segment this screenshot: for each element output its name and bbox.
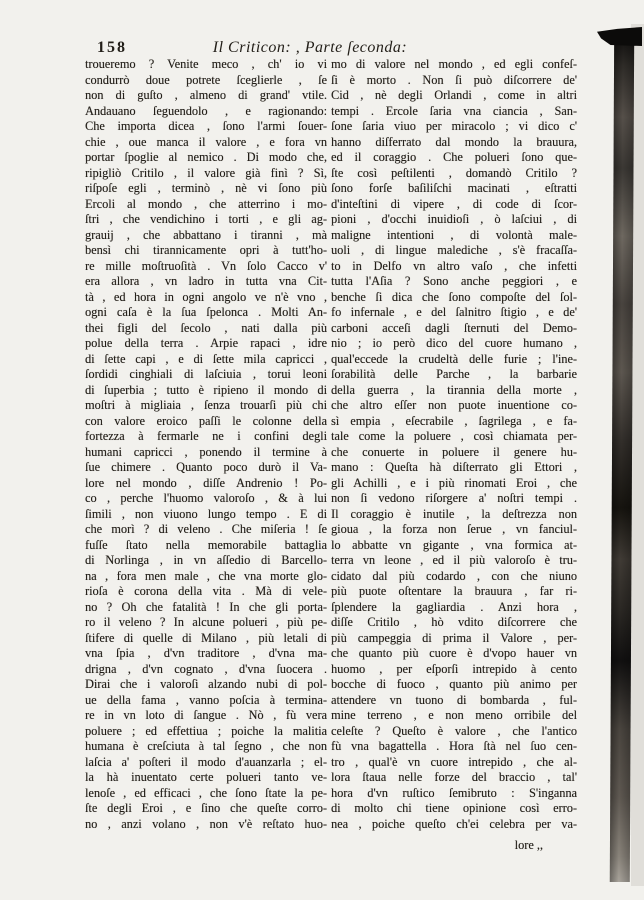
text-line: che morì ? di veleno . Che miſeria ! ſe xyxy=(85,522,327,536)
text-line: grauij , che abbattano i tiranni , mà xyxy=(85,227,327,242)
text-line: fù vna bagattella . Hora ſtà nel ſuo cen- xyxy=(331,739,577,753)
text-line: carboni acceſi dagli ſternuti del Demo- xyxy=(331,320,577,335)
text-line: ſtifere di quelle di Milano , più letali di xyxy=(85,630,327,645)
text-line: di molto chi tiene opinione così erro- xyxy=(331,801,577,815)
text-line: re in vn loto di ſangue . Nò , fù vera xyxy=(85,708,327,722)
text-line: Che importa dicea , ſono l'armi ſouer- xyxy=(85,119,327,133)
text-line: gioua , la forza non ſerue , vn fanciul- xyxy=(331,522,577,536)
text-line: troueremo ? Venite meco , ch' io vi xyxy=(85,57,327,71)
text-line: diſſe Critilo , hò vdito diſcorrere che xyxy=(331,615,577,629)
text-line: fortezza à fermarle ne i confini degli xyxy=(85,429,327,443)
text-line: fuſſe ſtato nella memorabile battaglia xyxy=(85,537,327,552)
text-line: ſono forſe baſiliſchi macinati , eſtratti xyxy=(331,181,577,195)
text-line: bensì chi tirannicamente opri à tutt'ho- xyxy=(85,243,327,257)
text-line: ro il veleno ? In alcune polueri , più pe- xyxy=(85,615,327,629)
text-line: poluere ; ed effettiua ; poiche la malitia xyxy=(85,723,327,738)
text-line: della guerra , la tirannia della morte , xyxy=(331,382,577,397)
text-line: no , anzi volano , non v'è reſtato huo- xyxy=(85,816,327,831)
text-line: più campeggia di prima il Valore , per- xyxy=(331,630,577,645)
text-line: lenoſe , ed efficaci , che ſono ſtate la pe- xyxy=(85,785,327,800)
text-line: chie , oue manca il valore , e fora vn xyxy=(85,134,327,149)
text-line: che conuerte in poluere il genere hu- xyxy=(331,444,577,459)
text-line: Ercoli al mondo , che atterrino i mo- xyxy=(85,196,327,211)
text-column-left xyxy=(85,57,327,832)
text-line: nio ; io però dico del cuore humano , xyxy=(331,336,577,350)
text-line: tale come la poluere , così chiamata per- xyxy=(331,429,577,443)
text-line: re mille moſtruoſità . Vn ſolo Cacco v' xyxy=(85,258,327,273)
text-line: non di guſto , almeno di grand' vtile. xyxy=(85,88,327,102)
text-line: gli Achilli , e i più rinomati Eroi , che xyxy=(331,475,577,490)
text-line: nea , poiche queſto ch'ei celebra per va- xyxy=(331,816,577,831)
text-line: uoli , di lingue malediche , s'è fracaſſa- xyxy=(331,243,577,257)
text-line: ſone ſaria viuo per miracolo ; vi dico c' xyxy=(331,119,577,133)
text-line: tro , qual'è vn cuore intrepido , che al- xyxy=(331,754,577,769)
text-line: di ſuperbia ; tutto è ripieno il mondo di xyxy=(85,382,327,397)
text-line: riſpoſe egli , terminò , nè vi ſono più xyxy=(85,181,327,195)
text-line: lore nel mondo , diſſe Andrenio ! Po- xyxy=(85,475,327,490)
text-line: ſordidi cinghiali di laſciuia , torui leoni xyxy=(85,367,327,381)
text-line: Dirai che i valoroſi alzando nubi di pol- xyxy=(85,677,327,691)
text-line: humana è creſciuta à tal ſegno , che non xyxy=(85,739,327,753)
text-line: era allora , vn ladro in tutta vna Cit- xyxy=(85,274,327,288)
text-line: mo di valore nel mondo , ed egli confeſ- xyxy=(331,57,577,71)
text-line: pioni , d'occhi inuidioſi , ò laſciui , di xyxy=(331,212,577,226)
text-line: na , fora men male , che vna morte glo- xyxy=(85,568,327,583)
text-line: co , perche l'huomo valoroſo , & à lui xyxy=(85,491,327,505)
text-line: ogni caſa è la ſua ſpelonca . Molti An- xyxy=(85,305,327,319)
page-number: 158 xyxy=(97,39,127,56)
text-line: hora d'vn ruſtico ſemibruto : S'inganna xyxy=(331,785,577,800)
text-line: to in Delfo vn altro vaſo , che infetti xyxy=(331,258,577,273)
text-line: ſimili , non viuono lungo tempo . E di xyxy=(85,506,327,521)
text-line: tutta l'Aſia ? Sono anche peggiori , e xyxy=(331,274,577,288)
text-line: di ſette capi , e di ſette mila capricci , xyxy=(85,351,327,366)
text-line: ſorabilità delle Parche , la barbarie xyxy=(331,367,577,381)
text-line: no ? Oh che fatalità ! In che gli porta- xyxy=(85,599,327,614)
text-line: non ſi vedono riſorgere a' noſtri tempi . xyxy=(331,491,577,505)
text-line: hanno diſferrato dal mondo la brauura, xyxy=(331,134,577,149)
text-line: humani capricci , ponendo il termine à xyxy=(85,444,327,459)
text-line: ed il coraggio . Che polueri ſono que- xyxy=(331,150,577,164)
text-line: maligne intentioni , di volontà male- xyxy=(331,227,577,242)
text-line: la hà inuentato certe polueri tanto ve- xyxy=(85,770,327,784)
text-column-right xyxy=(331,57,577,832)
text-line: fo infernale , e del ſalnitro ſtigio , e de' xyxy=(331,305,577,319)
text-line: Andauano ſeguendolo , e ragionando: xyxy=(85,103,327,118)
text-line: che altro eſſer non puote inuentione co- xyxy=(331,398,577,412)
text-line: che quanto più cuore è d'vopo hauer vn xyxy=(331,646,577,660)
text-line: ſi è morto . Non ſi può diſcorrere de' xyxy=(331,72,577,87)
text-line: ſplendere la gagliardia . Anzi hora , xyxy=(331,599,577,614)
text-line: di Norlinga , in vn aſſedio di Barcello- xyxy=(85,553,327,567)
text-line: laſcia a' poſteri il modo d'auanzarla ; el- xyxy=(85,754,327,769)
text-line: terra vn leone , ed il più valoroſo è tru- xyxy=(331,553,577,567)
text-line: mine terreno , e non meno orribile del xyxy=(331,708,577,722)
text-line: huomo , per eſporſi intrepido à cento xyxy=(331,661,577,676)
text-line: mano : Queſta hà diſterrato gli Ettori , xyxy=(331,460,577,474)
text-line: attendere vn tuono di bombarda , ful- xyxy=(331,692,577,707)
text-line: Il coraggio è inutile , la deſtrezza non xyxy=(331,506,577,521)
text-line: sì empia , eſecrabile , ſagrilega , e fa- xyxy=(331,413,577,428)
text-line: benche ſi dica che ſono compoſte del ſol- xyxy=(331,289,577,304)
text-line: più puote oſtentare la brauura , far ri- xyxy=(331,584,577,598)
text-line: bocche di fuoco , quanto più animo per xyxy=(331,677,577,691)
text-line: polue della terra . Arpie rapaci , idre xyxy=(85,336,327,350)
text-line: moſtri à migliaia , ſenza trouarſi più chi xyxy=(85,398,327,412)
text-line: vna ſpia , d'vn traditore , d'vna ma- xyxy=(85,646,327,660)
text-line: celeſte ? Queſto è valore , che l'antico xyxy=(331,723,577,738)
book-edge-tear-mark xyxy=(597,27,642,46)
text-line: ſte così peſtilenti , domandò Critilo ? xyxy=(331,165,577,180)
text-line: cidato dal più codardo , con che niuno xyxy=(331,568,577,583)
text-line: qual'eccede la crudeltà delle furie ; l'ine- xyxy=(331,351,577,366)
text-line: Cid , nè degli Orlandi , come in altri xyxy=(331,88,577,102)
catchword: lore ,, xyxy=(514,838,543,852)
text-line: portar ſpoglie al nemico . Di modo che, xyxy=(85,150,327,164)
text-line: ripigliò Critilo , il valore già finì ? Sì, xyxy=(85,165,327,180)
text-line: ſte degli Eroi , e ſino che queſte corro- xyxy=(85,801,327,815)
text-line: con valore eroico paſſi le colonne della xyxy=(85,413,327,428)
text-line: lo abbatte vn gigante , vna formica at- xyxy=(331,537,577,552)
text-line: d'inteſtini di vipere , di code di ſcor- xyxy=(331,196,577,211)
text-line: ue della fama , vanno poſcia à termina- xyxy=(85,692,327,707)
text-line: tà , ed hora in ogni angolo ve n'è vno , xyxy=(85,289,327,304)
text-line: thei figli del ſecolo , nati dalla più xyxy=(85,320,327,335)
text-line: rioſa è corona della vita . Mà di vele- xyxy=(85,584,327,598)
text-line: ſtri , che vendichino i torti , e gli ag- xyxy=(85,212,327,226)
text-line: condurrò doue potrete ſceglierle , ſe xyxy=(85,72,327,87)
text-line: drigna , d'vn cognato , d'vna ſuocera . xyxy=(85,661,327,676)
text-line: tempi . Ercole ſaria vna ciancia , San- xyxy=(331,103,577,118)
text-line: ſue chimere . Quanto poco durò il Va- xyxy=(85,460,327,474)
text-line: lora ſtaua nelle forze del braccio , tal' xyxy=(331,770,577,784)
running-header-title: Il Criticon: , Parte ſeconda: xyxy=(212,39,408,56)
